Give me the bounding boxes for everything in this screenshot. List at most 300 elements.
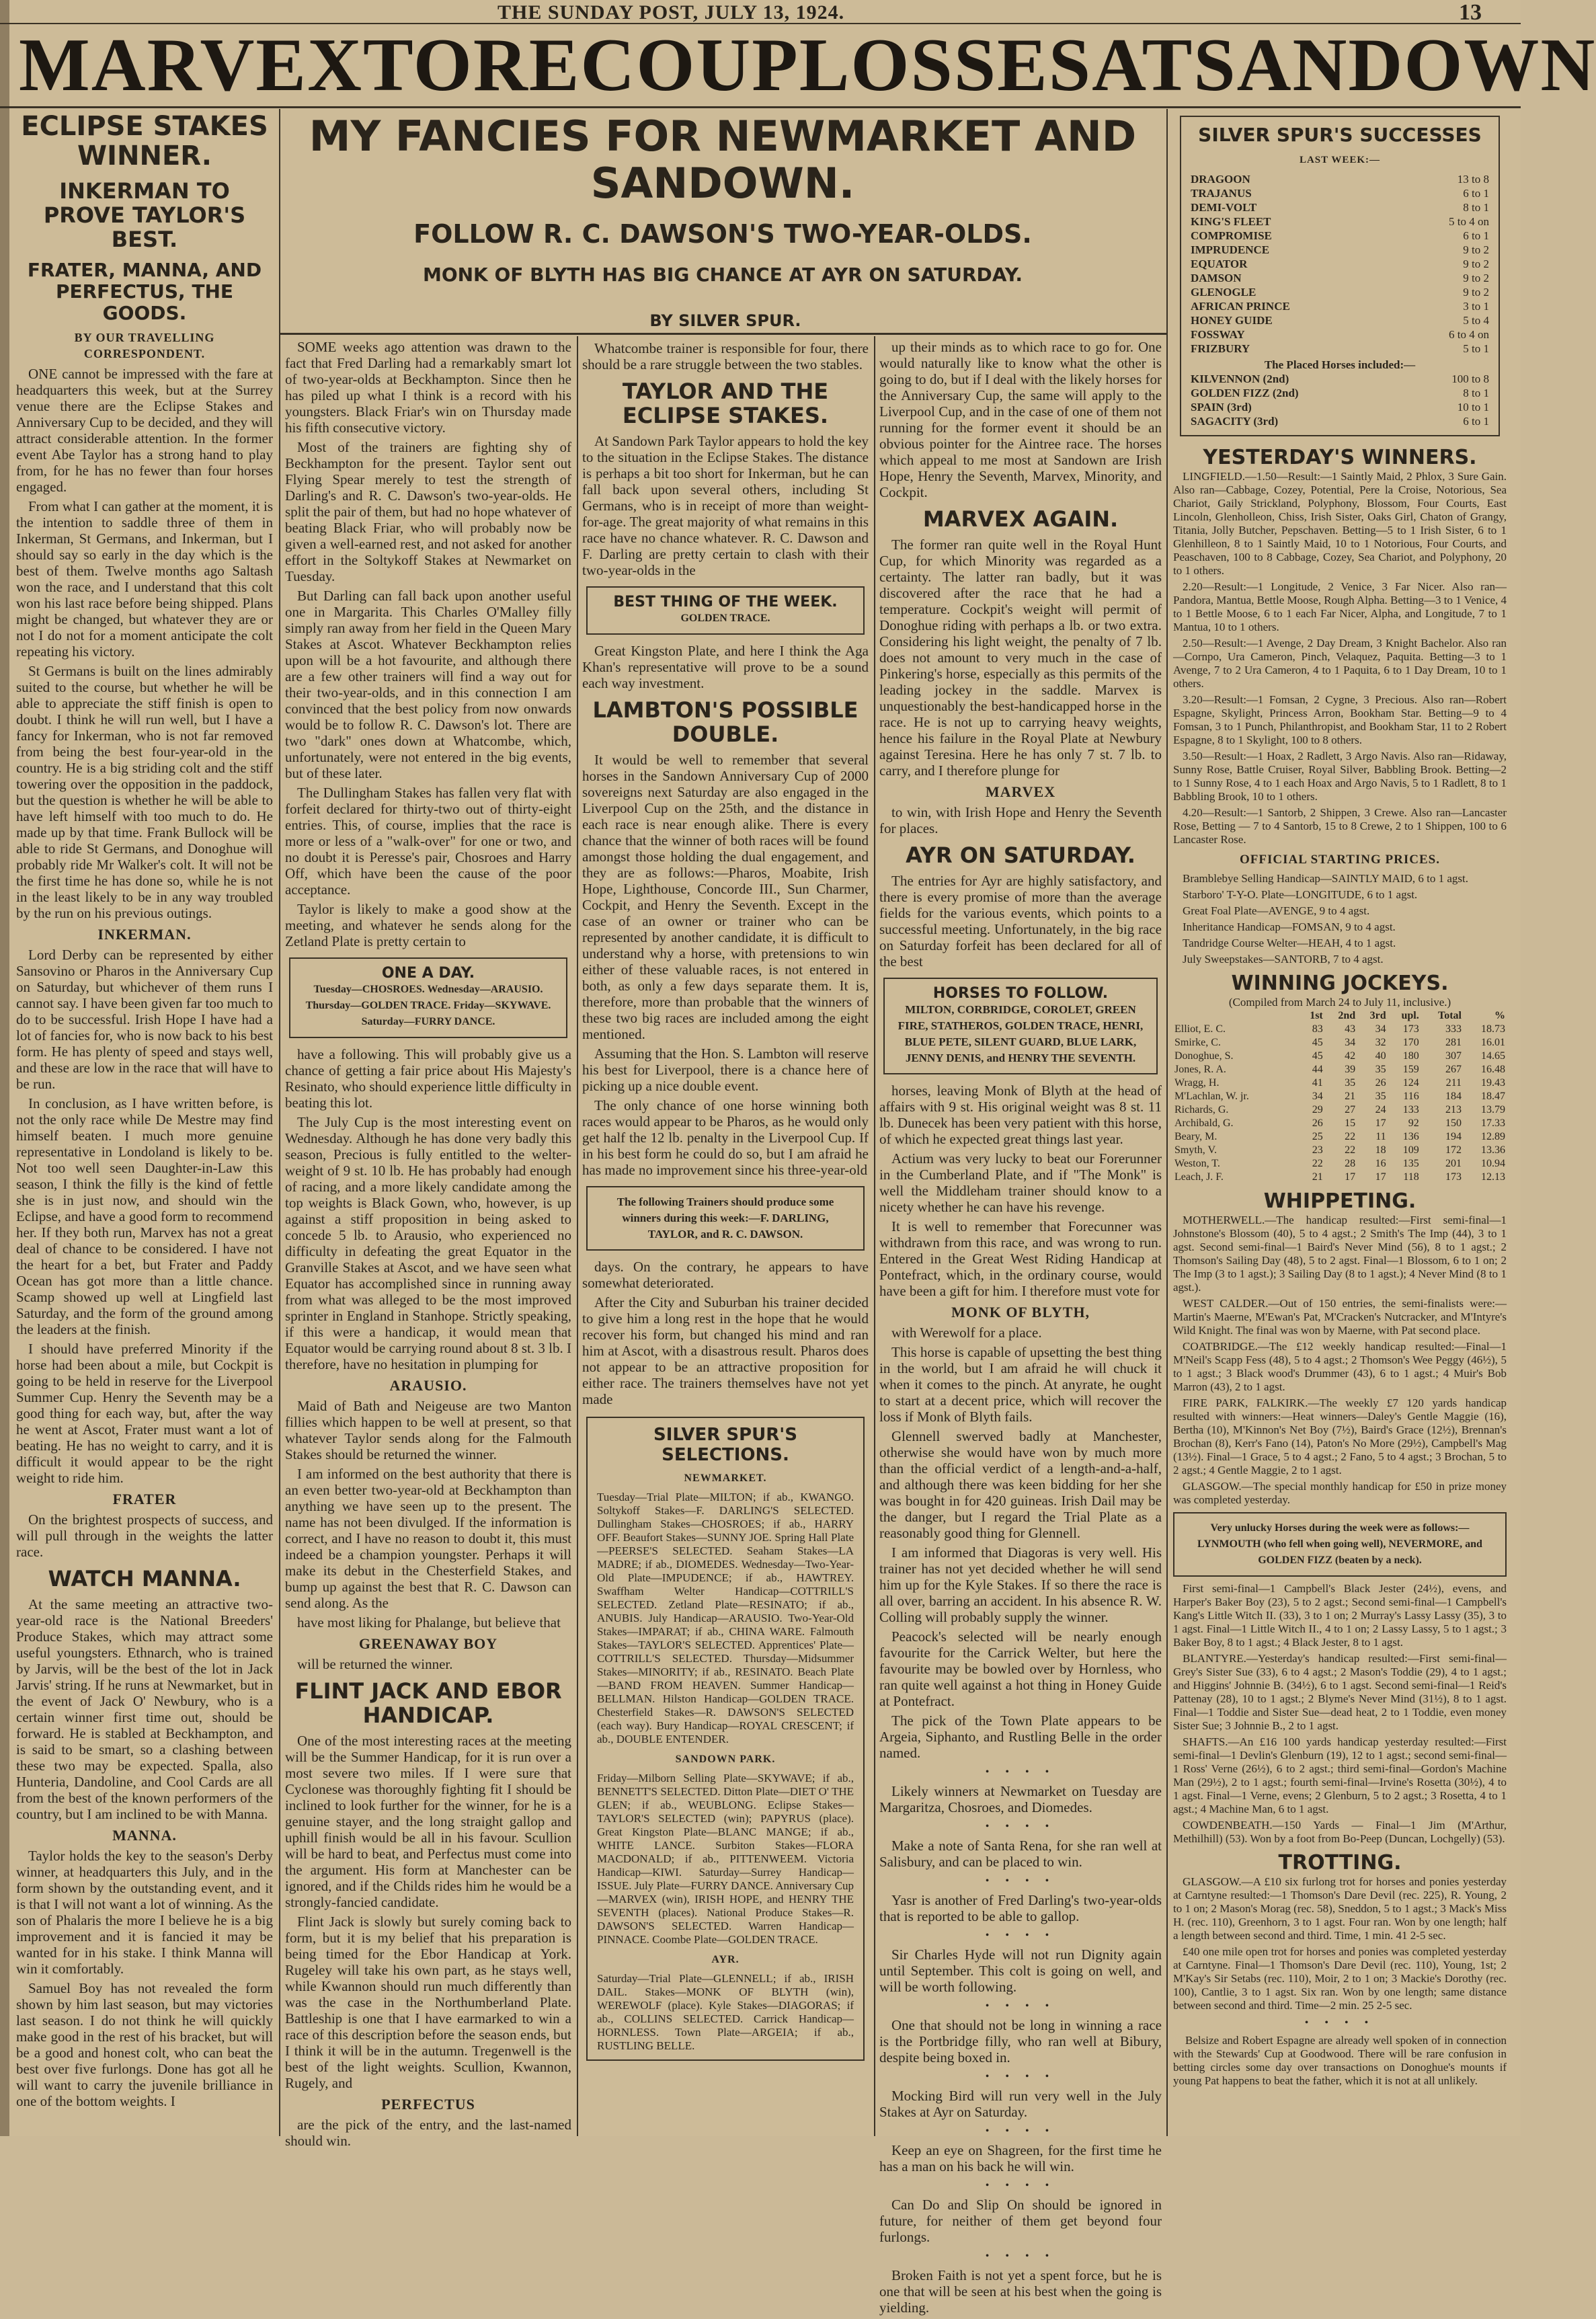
paragraph: Make a note of Santa Rena, for she ran well at Salisbury, and can be placed to win. — [879, 1838, 1162, 1870]
table-cell: 18.73 — [1481, 1023, 1505, 1035]
table-cell: 281 — [1445, 1037, 1462, 1048]
table-cell: 25 — [1312, 1131, 1323, 1142]
official-prices-title: OFFICIAL STARTING PRICES. — [1240, 853, 1440, 867]
horse-name: HONEY GUIDE — [1191, 314, 1273, 327]
paragraph: It would be well to remember that several horses in the Sandown Anniversary Cup of 2000 sovereigns next Saturday are also engaged in the Liverpool Cup on the 25th, and the distance in each race is near enough alike. There is every chance that the winner of both races will be found amongst those holding the dual engagement, and they are as follows:—Pharos, Moabite, Irish Hope, Lighthouse, Concorde III., Sun Charmer, Cockpit, and Henry the Seventh. Except in the case of an owner or trainer who can be represented by another candidate, it is difficult to understand why a horse, with pretensions to win either of these valuable races, is not entered in both, as only a few days separate them. It is, therefore, more than probable that the winners of these two big races are included among the eight mentioned. — [582, 752, 869, 1042]
table-cell: 150 — [1445, 1117, 1462, 1129]
column-header — [1173, 1009, 1299, 1023]
subheading: MANNA. — [112, 1827, 177, 1844]
page-number: 13 — [1459, 0, 1482, 25]
separator: • • • • — [985, 1930, 1056, 1941]
main-column-3 — [879, 339, 1162, 2319]
odds: 9 to 2 — [1463, 272, 1489, 284]
column-rule — [874, 336, 875, 2136]
paragraph: One that should not be long in winning a race is the Portbridge filly, who ran well at Bibury, despite being boxed in. — [879, 2017, 1162, 2066]
paragraph: At Sandown Park Taylor appears to hold the key to the situation in the Eclipse Stakes. The distance is perhaps a bit too short for Inkerman, but he can fall back upon several others, including St Germans, who is in receipt of more than weight-for-age. The great majority of what remains in this race have no chance whatever. R. C. Dawson and F. Darling are pretty certain to clash with their two-year-olds in the — [582, 433, 869, 578]
deck-headline: FOLLOW R. C. DAWSON'S TWO-YEAR-OLDS. — [413, 219, 1032, 249]
table-cell: 18.47 — [1481, 1091, 1505, 1102]
subheading: INKERMAN. — [97, 926, 192, 943]
table-cell: 17 — [1345, 1171, 1356, 1183]
column-rule — [1166, 109, 1168, 2136]
successes-box — [1180, 116, 1500, 436]
result-paragraph: 2.20—Result:—1 Longitude, 2 Venice, 3 Far Nicer. Also ran—Pandora, Mantua, Bettle Moose, Rough Alpha. Betting—3 to 1 Venice, 4 to 1 Bettle Moose, 6 to 1 each Far Nicer, Alpha, and Longitude, 7 to 1 Mantua, 10 to 1 others. — [1173, 580, 1507, 633]
table-cell: 18 — [1375, 1144, 1386, 1156]
banner-word: MARVEX — [19, 23, 364, 107]
trainers-box — [586, 1186, 865, 1251]
whippeting-results-2 — [1173, 1582, 1507, 1846]
placed-row — [1191, 414, 1489, 428]
jockeys-note: (Compiled from March 24 to July 11, inclusive.) — [1228, 996, 1451, 1009]
subheading: LAMBTON'S POSSIBLE DOUBLE. — [592, 697, 859, 747]
table-row — [1173, 1144, 1507, 1157]
paragraph: Mocking Bird will run very well in the July Stakes at Ayr on Saturday. — [879, 2088, 1162, 2120]
paragraph: St Germans is built on the lines admirably suited to the course, but whether he will be able to appreciate the stiff finish is open to doubt. I think he will run well, but I have a fancy for Inkerman, who is not far removed from being the best four-year-old in the country. He is a big striding colt and the stiff towering over the opposition in the paddock, but the question is whether he will be able to have left himself with too much to do. He made up by that time. Frank Bullock will be able to ride St Germans, and Donoghue will probably ride Mr Walker's colt. It will not be the first time he has done so, while he is not in the least likely to be in any way troubled by the run on his previous outings. — [16, 663, 273, 921]
banner-word: SANDOWN — [1193, 23, 1596, 107]
odds: 5 to 4 on — [1449, 215, 1489, 228]
official-prices-list — [1173, 872, 1507, 966]
selections-box — [586, 1417, 865, 2061]
table-cell: 92 — [1408, 1117, 1419, 1129]
paragraph: with Werewolf for a place. — [891, 1325, 1042, 1341]
selections-text: Friday—Milborn Selling Plate—SKYWAVE; if ab., BENNETT'S SELECTED. Ditton Plate—DIET O' THE GLEN; if ab., WEUBLONG. Eclipse Stakes—TAYLOR'S SELECTED (win); PAPYRUS (place). Great Kingston Plate—BLANC MANGE; if ab., WHITE LANCE. Surbiton Stakes—FLORA MACDONALD; if ab., PITTENWEEM. Victoria Handicap—KIWI. Saturday—Surrey Handicap—ISSUE. July Plate—FURRY DANCE. Anniversary Cup—MARVEX (win), IRISH HOPE, and HENRY THE SEVENTH (places). National Produce Stakes—R. DAWSON'S SELECTED. Warren Handicap—PINNACE. Coombe Plate—GOLDEN TRACE. — [597, 1772, 854, 1946]
yesterday-title: YESTERDAY'S WINNERS. — [1203, 446, 1477, 469]
paragraph: days. On the contrary, he appears to have somewhat deteriorated. — [582, 1259, 869, 1291]
selections-text: Tuesday—Trial Plate—MILTON; if ab., KWANGO. Soltykoff Stakes—F. DARLING'S SELECTED. Dullingham Stakes—CHOSROES; if ab., HARRY OFF. Beaufort Stakes—SUNNY JOE. Spring Hall Plate—PEERSE'S SELECTED. Seaham Stakes—LA MADRE; if ab., DIOMEDES. Wednesday—Two-Year-Old Plate—IMPUDENCE; if ab., HAWTREY. Swaffham Welter Handicap—COTTRILL'S SELECTED. Zetland Plate—RESINATO; if ab., ANUBIS. July Handicap—ARAUSIO. Two-Year-Old Stakes—IMPARAT; if ab., CHINA WARE. Falmouth Stakes—TAYLOR'S SELECTED. Apprentices' Plate—COTTRILL'S SELECTED. Thursday—Midsummer Stakes—MINORITY; if ab., RESINATO. Beach Plate—BAND FROM HEAVEN. Summer Handicap—BELLMAN. Hilston Handicap—GOLDEN TRACE. Chesterfield Stakes—R. DAWSON'S SELECTED (each way). Bury Handicap—ROYAL CRESCENT; if ab., DOUBLE ENTENDER. — [597, 1491, 854, 1745]
main-headline-block — [286, 113, 1160, 286]
table-cell: 307 — [1445, 1050, 1462, 1062]
table-cell: 22 — [1345, 1144, 1356, 1156]
success-row — [1191, 271, 1489, 285]
box-title: ONE A DAY. — [381, 965, 475, 982]
success-row — [1191, 172, 1489, 186]
result-paragraph: COWDENBEATH.—150 Yards — Final—1 Jim (M'Arthur, Methilhill) (53). Won by a foot from Bo-Peep (Duncan, Lochgelly) (53). — [1173, 1819, 1507, 1845]
table-cell: Leach, J. F. — [1174, 1171, 1224, 1183]
subheading: FRATER — [112, 1491, 177, 1507]
deck-rule — [280, 333, 1166, 335]
paragraph: On the brightest prospects of success, and will pull through in the weights the latter race. — [16, 1511, 273, 1560]
table-cell: 34 — [1312, 1091, 1323, 1102]
banner-word: RECOUP — [473, 23, 799, 107]
paragraph: Likely winners at Newmarket on Tuesday are Margaritza, Chosroes, and Diomedes. — [879, 1783, 1162, 1815]
horse-name: COMPROMISE — [1191, 229, 1272, 242]
right-column — [1173, 112, 1507, 2091]
table-cell: 21 — [1312, 1171, 1323, 1183]
table-cell: 40 — [1375, 1050, 1386, 1062]
subheading: MARVEX — [985, 783, 1056, 800]
paragraph: This horse is capable of upsetting the best thing in the world, but I am afraid he will chuck it when it comes to the pinch. At anyrate, he ought to start at a decent price, which will recover the loss if Monk of Blyth fails. — [879, 1344, 1162, 1425]
success-row — [1191, 257, 1489, 271]
successes-list — [1191, 172, 1489, 356]
odds: 6 to 1 — [1463, 229, 1489, 242]
main-column-1 — [285, 339, 571, 2152]
result-paragraph: First semi-final—1 Campbell's Black Jester (24½), evens, and Harper's Baker Boy (23), 5 to 2 agst.; Second semi-final—1 Campbell's Kang's Little Witch II. (33), 3 to 1 on; 2 Murray's Lassy Lassy (35), 3 to 1 agst. Final—1 Little Witch II., 4 to 1 on; 2 Lassy Lassy, 5 to 1 agst.; 3 Baker Boy, 8 to 1 agst.; 4 Black Jester, 8 to 1 agst. — [1173, 1582, 1507, 1649]
jockeys-table — [1173, 1009, 1507, 1184]
table-cell: 39 — [1345, 1064, 1356, 1075]
table-cell: 133 — [1402, 1104, 1419, 1115]
success-row — [1191, 186, 1489, 200]
separator: • • • • — [985, 2000, 1056, 2012]
banner-word: LOSSES — [799, 23, 1092, 107]
paragraph: The pick of the Town Plate appears to be Argeia, Siphanto, and Rustling Belle in the order named. — [879, 1713, 1162, 1761]
subheading: GREENAWAY BOY — [358, 1635, 498, 1652]
horse-name: DEMI-VOLT — [1191, 201, 1257, 214]
box-text: The following Trainers should produce some winners during this week:—F. DARLING, TAYLOR, and R. C. DAWSON. — [616, 1195, 834, 1241]
unlucky-box — [1173, 1512, 1507, 1577]
paragraph: Taylor is likely to make a good show at the meeting, and whatever he sends along for the Zetland Plate is pretty certain to — [285, 901, 571, 949]
result-paragraph: Great Foal Plate—AVENGE, 9 to 4 agst. — [1183, 904, 1370, 917]
table-cell: 35 — [1345, 1077, 1356, 1089]
table-cell: 201 — [1445, 1158, 1462, 1169]
horse-name: IMPRUDENCE — [1191, 243, 1270, 256]
table-cell: Richards, G. — [1174, 1104, 1229, 1115]
placed-row — [1191, 372, 1489, 386]
paragraph: Flint Jack is slowly but surely coming back to form, but it is my belief that his preparation is being timed for the Ebor Handicap at York. Rugeley will take his own part, as he stays well, while Kwannon should run much differently than was the case in the Northumberland Plate. Battleship is one that I have earmarked to win a race of this description before the season ends, but I think it will be in the autumn. Tregenwell is the best of the light weights. Scullion, Kwannon, Rugely, and — [285, 1914, 571, 2091]
placed-list — [1191, 372, 1489, 428]
result-paragraph: COATBRIDGE.—The £12 weekly handicap resulted:—Final—1 M'Neil's Scapp Fess (48), 5 to 4 agst.; 2 Thomson's Wee Peggy (46½), 5 to 1 agst.; 3 Black wood's Drummer (43), 6 to 1 agst.; 4 Muir's Bob Marron (43), 2 to 1 agst. — [1173, 1340, 1507, 1393]
table-cell: Wragg, H. — [1174, 1077, 1220, 1089]
horses-to-follow-box — [883, 978, 1158, 1074]
table-cell: Elliot, E. C. — [1174, 1023, 1226, 1035]
odds: 6 to 1 — [1463, 415, 1489, 428]
success-row — [1191, 200, 1489, 214]
table-cell: 194 — [1445, 1131, 1462, 1142]
table-cell: Weston, T. — [1174, 1158, 1220, 1169]
table-cell: Jones, R. A. — [1174, 1064, 1226, 1075]
paper-dateline: THE SUNDAY POST, JULY 13, 1924. — [497, 1, 845, 24]
left-headline: ECLIPSE STAKES WINNER. — [21, 111, 268, 171]
paragraph: In conclusion, as I have written before, is not the only race while De Mestre may find himself beaten. I much more genuine representative in Londoland is likely to be. Not too well seen Daughter-in-Law this season, I think the filly is the kind of fettle she is in just now, and should win the Eclipse, and have a good form to recommend her. If they both run, Marvex has not a great deal of chance to be considered. I have not the heart for a bet, but Frater and Paddy Ocean has got more than a little chance. Scamp showed up well at Lingfield last Saturday, and the form of the ground among the leaders at the finish. — [16, 1095, 273, 1337]
odds: 6 to 4 on — [1449, 328, 1489, 341]
table-header — [1173, 1009, 1507, 1023]
odds: 6 to 1 — [1463, 187, 1489, 200]
paragraph: The former ran quite well in the Royal Hunt Cup, for which Minority was regarded as a certainty. The latter ran badly, but it was discovered after the race that he had a temperature. Cockpit's weight will permit of Donoghue riding with perhaps a lb. or two extra. Considering his light weight, the penalty of 7 lb. does not amount to very much in the case of Pinkering's horse, especially as this permits of the leading jockey in the saddle. Marvex is unquestionably the best-handicapped horse in the race. He is not up to carrying heavy weights, hence his failure in the Royal Plate at Newbury against Teresina. Here he has only 7 st. 7 lb. to carry, and I therefore plunge for — [879, 537, 1162, 779]
paragraph: I am informed that Diagoras is very well. His trainer has not yet decided whether he will send him up for the Kyle Stakes. If so there the race is all over, barring an accident. In his absence R. W. Colling will probably supply the winner. — [879, 1544, 1162, 1625]
box-text: Tuesday—CHOSROES. Wednesday—ARAUSIO. Thursday—GOLDEN TRACE. Friday—SKYWAVE. Saturday—FURRY DANCE. — [305, 984, 551, 1027]
odds: 9 to 2 — [1463, 258, 1489, 270]
left-subhead: FRATER, MANNA, AND PERFECTUS, THE GOODS. — [27, 259, 262, 324]
subheading: AYR ON SATURDAY. — [906, 842, 1135, 868]
subheading: PERFECTUS — [381, 2096, 475, 2113]
table-cell: 173 — [1445, 1171, 1462, 1183]
one-a-day-box — [289, 957, 567, 1038]
table-cell: 213 — [1445, 1104, 1462, 1115]
table-cell: 42 — [1345, 1050, 1356, 1062]
paragraph: Peacock's selected will be nearly enough favourite for the Carrick Welter, but here the favourite may be bowled over by Hornless, who ran quite well against a hot thing in Honey Guide at Pontefract. — [879, 1628, 1162, 1709]
table-cell: 116 — [1403, 1091, 1419, 1102]
selections-title: SILVER SPUR'S SELECTIONS. — [653, 1425, 797, 1465]
result-paragraph: MOTHERWELL.—The handicap resulted:—First semi-final—1 Johnstone's Blossom (40), 5 to 4 agst.; 2 Smith's The Imp (44), 3 to 1 agst. Second semi-final—1 Baird's Never Mind (56), 8 to 1 agst.; 2 Thomson's Sailing Day (48), 5 to 2 agst. Final—1 Blossom, 6 to 1 on; 2 The Imp (3 to 1 agst.); 3 Sailing Day (8 to 1 agst.); 4 Never Mind (8 to 1 agst.). — [1173, 1214, 1507, 1294]
table-row — [1173, 1023, 1507, 1036]
result-paragraph: Inheritance Handicap—FOMSAN, 9 to 4 agst. — [1183, 920, 1396, 933]
subheading: WATCH MANNA. — [48, 1566, 241, 1591]
table-row — [1173, 1036, 1507, 1050]
table-cell: 19.43 — [1481, 1077, 1505, 1089]
table-cell: 135 — [1402, 1158, 1419, 1169]
horse-name: FOSSWAY — [1191, 328, 1245, 341]
odds: 9 to 2 — [1463, 243, 1489, 256]
table-cell: Smirke, C. — [1174, 1037, 1221, 1048]
separator: • • • • — [985, 2125, 1056, 2137]
paragraph: From what I can gather at the moment, it is the intention to saddle three of them in Inkerman, St Germans, and Inkerman, but I should say so early in the day which is the best of them. Twelve months ago Saltash won the race, and I understand that this colt won his last race before being shipped. Plans might be changed, but whatever they are or not I do not for a moment anticipate the colt repeating his victory. — [16, 498, 273, 660]
subheading: FLINT JACK AND EBOR HANDICAP. — [294, 1678, 562, 1728]
success-row — [1191, 243, 1489, 257]
paragraph: Lord Derby can be represented by either Sansovino or Pharos in the Anniversary Cup on Saturday, but whichever of them runs I cannot say. I have been given far too much to do to be successful. Irish Hope I have had a lot of fancies for, who is now back to his best form. He has plenty of speed and stays well, and these are low in the race that will have to be run. — [16, 947, 273, 1092]
table-cell: Archibald, G. — [1174, 1117, 1234, 1129]
selections-text: Saturday—Trial Plate—GLENNELL; if ab., IRISH DAIL. Stakes—MONK OF BLYTH (win), WEREWOLF (place). Kyle Stakes—DIAGORAS; if ab., COLLINS SELECTED. Carrick Handicap—HORNLESS. Town Plate—ARGEIA; if ab., RUSTLING BELLE. — [597, 1972, 854, 2052]
selections-subhead: AYR. — [711, 1954, 740, 1965]
table-cell: 11 — [1375, 1131, 1386, 1142]
successes-subtitle: LAST WEEK:— — [1299, 155, 1381, 165]
result-paragraph: 4.20—Result:—1 Santorb, 2 Shippen, 3 Crewe. Also ran—Lancaster Rose, Betting — 7 to 4 Santorb, 15 to 8 Crewe, 2 to 1 Shippen, 100 to 6 Lancaster Rose. — [1173, 806, 1507, 846]
table-cell: 13.36 — [1481, 1144, 1505, 1156]
column-header: 3rd — [1369, 1010, 1386, 1021]
column-header: 2nd — [1338, 1010, 1356, 1021]
horse-name: FRIZBURY — [1191, 342, 1250, 355]
table-cell: 180 — [1402, 1050, 1419, 1062]
table-row — [1173, 1103, 1507, 1117]
table-cell: 118 — [1403, 1171, 1419, 1183]
whippeting-results — [1173, 1214, 1507, 1507]
odds: 5 to 4 — [1463, 314, 1489, 327]
result-paragraph: 3.50—Result:—1 Hoax, 2 Radlett, 3 Argo Navis. Also ran—Ridaway, Sunny Rose, Battle Cruiser, Royal Silver, Babbling Brook. Betting—2 to 1 Sunny Rose, 4 to 1 each Hoax and Argo Navis, 5 to 1 Radlett, 8 to 1 Babbling Brook, 10 to 1 others. — [1173, 750, 1507, 803]
success-row — [1191, 299, 1489, 313]
table-cell: 17 — [1375, 1171, 1386, 1183]
result-paragraph: GLASGOW.—The special monthly handicap for £50 in prize money was completed yesterday. — [1173, 1480, 1507, 1506]
banner-word: TO — [363, 23, 473, 107]
best-thing-box — [586, 586, 865, 635]
table-cell: 136 — [1402, 1131, 1419, 1142]
table-cell: 27 — [1345, 1104, 1356, 1115]
paragraph: One of the most interesting races at the meeting will be the Summer Handicap, for it is run over a most severe two miles. If I were sure that Cyclonese was thoroughly fighting fit I should be inclined to look further for the winner, for he is a genuine stayer, and the long straight gallop and uphill finish would be all in his favour. Scullion will be hard to beat, and Perfectus must come into the argument. His form at Manchester can be ignored, and if the Childs rides him he would be a strongly-fancied candidate. — [285, 1733, 571, 1910]
table-cell: 83 — [1312, 1023, 1323, 1035]
horse-name: TRAJANUS — [1191, 187, 1252, 200]
table-cell: 109 — [1402, 1144, 1419, 1156]
table-cell: 28 — [1345, 1158, 1356, 1169]
table-cell: 22 — [1312, 1158, 1323, 1169]
table-cell: 173 — [1402, 1023, 1419, 1035]
table-cell: 45 — [1312, 1050, 1323, 1062]
horse-name: GLENOGLE — [1191, 286, 1256, 299]
table-cell: 17 — [1375, 1117, 1386, 1129]
odds: 10 to 1 — [1457, 401, 1489, 414]
horse-name: EQUATOR — [1191, 258, 1248, 270]
paragraph: to win, with Irish Hope and Henry the Seventh for places. — [879, 804, 1162, 836]
odds: 9 to 2 — [1463, 286, 1489, 299]
left-subhead: INKERMAN TO PROVE TAYLOR'S BEST. — [43, 178, 246, 252]
box-title: BEST THING OF THE WEEK. — [613, 594, 838, 611]
byline: BY OUR TRAVELLING CORRESPONDENT. — [74, 331, 215, 360]
result-paragraph: Starboro' T-Y-O. Plate—LONGITUDE, 6 to 1 agst. — [1183, 888, 1418, 901]
horse-name: DAMSON — [1191, 272, 1242, 284]
result-paragraph: SHAFTS.—An £16 100 yards handicap yesterday resulted:—First semi-final—1 Devlin's Glenburn (19), 12 to 1 agst.; second semi-final—1 Ross' Verne (26½), 6 to 2 agst.; third semi-final—Gordon's Machine Man (29½), 2 to 1 agst.; fourth semi-final—Irvine's Rosetta (30½), 4 to 1 agst. Final—1 Verne, evens; 2 Glenburn, 5 to 2 agst.; 3 Rosetta, 4 to 1 agst.; 4 Machine Man, 6 to 1 agst. — [1173, 1735, 1507, 1815]
result-paragraph: July Sweepstakes—SANTORB, 7 to 4 agst. — [1183, 953, 1384, 966]
horse-name: AFRICAN PRINCE — [1191, 300, 1290, 313]
odds: 3 to 1 — [1463, 300, 1489, 313]
success-row — [1191, 214, 1489, 229]
table-row — [1173, 1130, 1507, 1144]
selections-subhead: SANDOWN PARK. — [675, 1754, 776, 1765]
result-paragraph: £40 one mile open trot for horses and ponies was completed yesterday at Carntyne. Final—1 Thomson's Dare Devil (rec. 110), Young, 1st; 2 M'Kay's Sir Setabs (rec. 110), Moir, 2 to 1 on; 3 Mackie's Dorothy (rec. 100), Cantlie, 3 to 1 agst. Six ran. Won by one length; same distance between second and third. Time—2 min. 25 2-5 sec. — [1173, 1945, 1507, 2012]
odds: 8 to 1 — [1463, 387, 1489, 399]
result-paragraph: BLANTYRE.—Yesterday's handicap resulted:—First semi-final—Grey's Sister Sue (33), 6 to 4 agst.; 2 Mason's Toddie (29), 4 to 1 agst.; and Higgins' Johnnie B. (34½), 6 to 1 agst. Second semi-final—1 Reid's Pattenay (28), 10 to 1 agst.; 2 Blyme's Never Mind (31½), 8 to 1 agst. Final—1 Toddie and Sister Sue—dead heat, 2 to 1 Toddie, even money Sister Sue; 3 Johnnie B., 2 to 1 agst. — [1173, 1652, 1507, 1732]
paragraph: At the same meeting an attractive two-year-old race is the National Breeders' Produce Stakes, which may attract some useful youngsters. Ethnarch, who is trained by Jarvis, will be the best of the lot in Jack Jarvis' string. If he runs at Newmarket, but in the event of Jack O' Newbury, who is a certain winner first time out, should be forward. He is stabled at Beckhampton, and is said to be smart, so a clashing between these two may be expected. Spalla, also Hunteria, Dandoline, and Cool Cards are all from the best of the known performers of the country, but I am inclined to be with Manna. — [16, 1596, 273, 1822]
paragraph: It is well to remember that Forecunner was withdrawn from this race, and was wrong to run. Entered in the Great West Riding Handicap at Pontefract, which, in the ordinary course, would have been a gift for him. I therefore must vote for — [879, 1218, 1162, 1299]
paragraph: Whatcombe trainer is responsible for four, there should be a rare struggle between the two stables. — [582, 340, 869, 372]
result-paragraph: LINGFIELD.—1.50—Result:—1 Saintly Maid, 2 Phlox, 3 Sure Gain. Also ran—Cabbage, Cozey, Potential, Pere la Croise, Notorious, Sea Chariot, Gaily Strickland, Polyphony, Blossom, Four Courts, East Lincoln, Glenholleon, Chiss, Irish Sister, Oaks Girl, Chaton of Grangy, Titania, Jolly Butcher, Pepschaven. Betting—5 to 1 Irish Sister, 6 to 1 Glenhilleon, 8 to 1 Saintly Maid, 10 to 1 Notorious, Four Courts, and Peaschaven, 100 to 8 Cabbage, Cozey, Sea Chariot, and Polyphony, 20 to 1 others. — [1173, 470, 1507, 577]
column-header: upl. — [1401, 1010, 1419, 1021]
result-paragraph: Bramblebye Selling Handicap—SAINTLY MAID, 6 to 1 agst. — [1183, 872, 1468, 885]
banner-word: AT — [1092, 23, 1194, 107]
table-cell: 22 — [1345, 1131, 1356, 1142]
success-row — [1191, 285, 1489, 299]
paragraph: Can Do and Slip On should be ignored in future, for neither of them get beyond four furlongs. — [879, 2197, 1162, 2245]
table-cell: M'Lachlan, W. jr. — [1174, 1091, 1249, 1102]
paragraph: SOME weeks ago attention was drawn to the fact that Fred Darling had a remarkably smart lot of two-year-olds at Beckhampton. Since then he has piled up what I think is a record with his youngsters. Black Friar's win on Thursday made his fifth consecutive victory. — [285, 339, 571, 436]
paragraph: Yasr is another of Fred Darling's two-year-olds that is reported to be able to gallop. — [879, 1892, 1162, 1924]
main-headline: MY FANCIES FOR NEWMARKET AND SANDOWN. — [309, 112, 1137, 208]
paragraph: The July Cup is the most interesting event on Wednesday. Although he has done very badly this season, Precious is fully entitled to the welter-weight of 9 st. 10 lb. He has probably had enough of racing, and a more likely candidate among the top weights is Black Gown, who, however, is up against a stiff proposition in being asked to concede 5 lb. to Arausio, who experienced no difficulty in defeating the great Equator in the Granville Stakes at Ascot, and we have seen what Equator has accomplished since in running away from what was alleged to be the most improved sprinter in England in Stanhope. Strictly speaking, if this were a handicap, it would mean that Equator would be carrying round about 8 st. 3 lb. I therefore, have no hesitation in plumping for — [285, 1114, 571, 1372]
result-paragraph: FIRE PARK, FALKIRK.—The weekly £7 120 yards handicap resulted with winners:—Heat winners—Daley's Gentle Maggie (16), Bertha (10), M'Kinnon's Net Boy (7½), Baird's Grace (12½), Brennan's Brochan (8), Kerr's Fano (14), Paton's No More (29½), Campbell's Mag (13½). Final—1 Grace, 5 to 4 agst.; 2 Fano, 5 to 4 agst.; 3 Brochan, 5 to 2 agst.; 4 Gentle Maggie, 2 to 1 agst. — [1173, 1397, 1507, 1477]
paragraph: are the pick of the entry, and the last-named should win. — [285, 2117, 571, 2149]
column-header: % — [1494, 1010, 1505, 1021]
table-cell: Donoghue, S. — [1174, 1050, 1234, 1062]
paragraph: The entries for Ayr are highly satisfactory, and there is every promise of more than the average fields for the various events, which points to a successful meeting. Unfortunately, in the big race on Saturday forfeit has been declared for all of the best — [879, 873, 1162, 970]
table-cell: 41 — [1312, 1077, 1323, 1089]
table-cell: 34 — [1375, 1023, 1386, 1035]
table-cell: 184 — [1445, 1091, 1462, 1102]
yesterday-results — [1173, 470, 1507, 847]
table-cell: 16.48 — [1481, 1064, 1505, 1075]
separator: • • • • — [985, 2180, 1056, 2191]
success-row — [1191, 327, 1489, 342]
paragraph: Samuel Boy has not revealed the form shown by him last season, but may victories last season. I do not think he will quickly make good in the rest of his bracket, but will be a good and honest colt, who can beat the best over five furlongs. Done has got all he will want to carry the juvenile brilliance in one of the bottom weights. I — [16, 1980, 273, 2109]
paragraph: horses, leaving Monk of Blyth at the head of affairs with 9 st. His original weight was 8 st. 11 lb. Dunecek has been very patient with this horse, of which he expected great things last year. — [879, 1083, 1162, 1147]
selections-subhead: NEWMARKET. — [684, 1472, 767, 1484]
result-paragraph: 2.50—Result:—1 Avenge, 2 Day Dream, 3 Knight Bachelor. Also ran—Cornpo, Ura Cameron, Pinch, Velaquez, Paquita. Betting—3 to 1 Avenge, 7 to 2 Ura Cameron, 4 to 1 Paquita, 6 to 1 Day Dream, 10 to 1 others. — [1173, 637, 1507, 690]
table-row — [1173, 1076, 1507, 1090]
paragraph: Keep an eye on Shagreen, for the first time he has a man on his back he will win. — [879, 2142, 1162, 2174]
table-cell: Smyth, V. — [1174, 1144, 1217, 1156]
horse-name: GOLDEN FIZZ (2nd) — [1191, 387, 1299, 399]
separator: • • • • — [1304, 2017, 1375, 2029]
table-cell: 26 — [1312, 1117, 1323, 1129]
deck-headline: MONK OF BLYTH HAS BIG CHANCE AT AYR ON SATURDAY. — [422, 264, 1023, 286]
separator: • • • • — [985, 1875, 1056, 1887]
paragraph: Sir Charles Hyde will not run Dignity again until September. This colt is going on well, and will be worth following. — [879, 1947, 1162, 1995]
horse-name: SPAIN (3rd) — [1191, 401, 1252, 414]
unlucky-text: Very unlucky Horses during the week were as follows:—LYNMOUTH (who fell when going well), NEVERMORE, and GOLDEN FIZZ (beaten by a neck). — [1197, 1522, 1482, 1566]
result-paragraph: 3.20—Result:—1 Fomsan, 2 Cygne, 3 Precious. Also ran—Robert Espagne, Skylight, Princess Arron, Bookham Star. Betting—9 to 4 Fomsan, 3 to 1 Punch, Philanthropist, and Bookham Star, 11 to 2 Robert Espagne, 8 to 1 Skylight, 100 to 8 others. — [1173, 693, 1507, 746]
separator: • • • • — [985, 2250, 1056, 2262]
table-cell: 35 — [1375, 1064, 1386, 1075]
subheading: ARAUSIO. — [389, 1377, 467, 1394]
box-text: MILTON, CORBRIDGE, COROLET, GREEN FIRE, STATHEROS, GOLDEN TRACE, HENRI, BLUE PETE, SILENT GUARD, BLUE LARK, JENNY DENIS, and HENRY THE SEVENTH. — [897, 1003, 1144, 1064]
table-row — [1173, 1117, 1507, 1130]
horse-name: KILVENNON (2nd) — [1191, 372, 1289, 385]
table-cell: 16.01 — [1481, 1037, 1505, 1048]
table-cell: 172 — [1445, 1144, 1462, 1156]
box-text: GOLDEN TRACE. — [680, 613, 770, 624]
separator: • • • • — [985, 2071, 1056, 2082]
folio-line — [0, 0, 1521, 24]
column-rule — [279, 109, 280, 2136]
paragraph: up their minds as to which race to go for. One would naturally like to know what the other is going to do, but if I deal with the likely horses for the Anniversary Cup, the same will apply to the Liverpool Cup, and in the case of one of them not running for the former event it should be an obvious pointer for the Aintree race. The horses which appeal to me most at Sandown are Irish Hope, Henry the Seventh, Marvex, Minority, and Cockpit. — [879, 339, 1162, 500]
odds: 100 to 8 — [1451, 372, 1489, 385]
horse-name: DRAGOON — [1191, 173, 1250, 186]
left-column — [16, 112, 273, 2113]
result-paragraph: GLASGOW.—A £10 six furlong trot for horses and ponies yesterday at Carntyne resulted:—1 Thomson's Dare Devil (rec. 225), R. Young, 2 to 1 on; 2 Mason's Morag (rec. 58), Sneddon, 5 to 1 agst.; 3 Mack's Miss H. (rec. 110), Greenhorn, 3 to 1 agst. Four ran. Won by one length; half a length between second and third. Time, 1 min. 41 2-5 sec. — [1173, 1875, 1507, 1942]
table-row — [1173, 1157, 1507, 1171]
separator: • • • • — [985, 1766, 1056, 1778]
successes-title: SILVER SPUR'S SUCCESSES — [1198, 124, 1482, 146]
horse-name: KING'S FLEET — [1191, 215, 1271, 228]
paragraph: The only chance of one horse winning both races would appear to be Pharos, as he would only get half the 12 lb. penalty in the Liverpool Cup. If in his best form he could do so, but I am afraid he has made no improvement since his three-year-old — [582, 1097, 869, 1178]
subheading: MONK OF BLYTH, — [951, 1304, 1090, 1321]
trotting-title: TROTTING. — [1278, 1851, 1402, 1875]
table-row — [1173, 1171, 1507, 1184]
column-header: Total — [1438, 1010, 1462, 1021]
table-cell: 12.89 — [1481, 1131, 1505, 1142]
trotting-results — [1173, 1875, 1507, 2012]
paragraph: Great Kingston Plate, and here I think the Aga Khan's representative will prove to be a sound each way investment. — [582, 643, 869, 691]
paragraph: Most of the trainers are fighting shy of Beckhampton for the present. Taylor sent out Flying Spear merely to test the strength of Darling's and R. C. Dawson's two-year-olds. He split the pair of them, but had no hope whatever of beating Black Friar, who will probably now be given a well-earned rest, and not asked for another effort in the Soltykoff Stakes at Newmarket on Tuesday. — [285, 439, 571, 584]
separator: • • • • — [985, 1821, 1056, 1832]
table-cell: 267 — [1445, 1064, 1462, 1075]
box-title: HORSES TO FOLLOW. — [932, 985, 1109, 1002]
paragraph: Broken Faith is not yet a spent force, but he is one that will be seen at his best when the going is yielding. — [879, 2267, 1162, 2316]
paragraph: After the City and Suburban his trainer decided to give him a long rest in the hope that he would recover his form, but changed his mind and ran him at Ascot, with a disastrous result. Pharos does not appear to be an attractive proposition for either race. The trainers themselves have not yet made — [582, 1294, 869, 1407]
odds: 13 to 8 — [1457, 173, 1489, 186]
table-cell: 333 — [1445, 1023, 1462, 1035]
table-cell: 12.13 — [1481, 1171, 1505, 1183]
table-cell: 16 — [1375, 1158, 1386, 1169]
paragraph: Assuming that the Hon. S. Lambton will reserve his best for Liverpool, there is a chance here of picking up a nice double event. — [582, 1046, 869, 1094]
closing-paragraph: Belsize and Robert Espagne are already well spoken of in connection with the Stewards' Cup at Goodwood. There will be rare confusion in betting circles some day over transactions on Donoghue's mounts if young Pat happens to beat the father, which it is not at all unlikely. — [1173, 2034, 1507, 2087]
paragraph: The Dullingham Stakes has fallen very flat with forfeit declared for thirty-two out of thirty-eight entries. This, of course, implies that the race is more or less of a "walk-over" for one or two, and no doubt it is Peresse's pair, Chosroes and Harry Off, which have been the cause of the poor acceptance. — [285, 785, 571, 898]
main-column-2 — [582, 340, 869, 2069]
table-cell: 23 — [1312, 1144, 1323, 1156]
table-cell: 124 — [1402, 1077, 1419, 1089]
table-cell: 17.33 — [1481, 1117, 1505, 1129]
silver-spur-byline: BY SILVER SPUR. — [649, 311, 801, 330]
table-cell: 14.65 — [1481, 1050, 1505, 1062]
column-rule — [577, 336, 578, 2136]
paragraph: Glennell swerved badly at Manchester, otherwise she would have won by much more than the official verdict of a length-and-a-half, and although there was keen bidding for her she was bought in for 420 guineas. Irish Dail may be the danger, but I regard the Trial Plate as a reasonably good thing for Glennell. — [879, 1428, 1162, 1541]
table-cell: 211 — [1445, 1077, 1462, 1089]
paragraph: Maid of Bath and Neigeuse are two Manton fillies which happen to be well at present, so that whatever Taylor sends along for the Falmouth Stakes should be returned the winner. — [285, 1398, 571, 1462]
placed-row — [1191, 386, 1489, 400]
whippeting-title: WHIPPETING. — [1263, 1189, 1417, 1213]
table-cell: 45 — [1312, 1037, 1323, 1048]
success-row — [1191, 342, 1489, 356]
paragraph: have most liking for Phalange, but believe that — [297, 1614, 561, 1630]
table-cell: 35 — [1375, 1091, 1386, 1102]
paragraph: But Darling can fall back upon another useful one in Margarita. This Charles O'Malley filly simply ran away from her field in the Queen Mary Stakes at Ascot. Whatever Beckhampton relies upon will be a hot favourite, and although there are a few other trainers will find a way out for their two-year-olds, and in this connection I am convinced that the best policy from now onwards would be to follow R. C. Dawson's lot. There are two "dark" ones down at Whatcombe, which, unfortunately, were not entered in the big events, but of these later. — [285, 588, 571, 781]
table-cell: 29 — [1312, 1104, 1323, 1115]
paragraph: Taylor holds the key to the season's Derby winner, at headquarters this July, and in the form shown by the outstanding event, and it is that I will not want a lot of winning. As the son of Phalaris the more I believe he is a big improvement and it is fancied it may be wanted for in his stake. I think Manna will win it comfortably. — [16, 1848, 273, 1977]
subheading: MARVEX AGAIN. — [922, 506, 1119, 532]
table-row — [1173, 1090, 1507, 1103]
table-row — [1173, 1063, 1507, 1076]
table-cell: 32 — [1375, 1037, 1386, 1048]
column-header: 1st — [1310, 1010, 1323, 1021]
paragraph: Actium was very lucky to beat our Forerunner in the Cumberland Plate, and if "The Monk" is well the Middleham trainer should know to a nicety whether he can have his revenge. — [879, 1150, 1162, 1215]
jockeys-title: WINNING JOCKEYS. — [1231, 972, 1449, 995]
result-paragraph: Tandridge Course Welter—HEAH, 4 to 1 agst. — [1183, 937, 1396, 949]
paragraph: ONE cannot be impressed with the fare at headquarters this week, but at the Surrey venue there are the Eclipse Stakes and Anniversary Cup to be decided, and they will attract considerable attention. In the former event Abe Taylor has a strong hand to play from, for he has no fewer than four horses engaged. — [16, 366, 273, 495]
table-cell: 15 — [1345, 1117, 1356, 1129]
table-cell: 34 — [1345, 1037, 1356, 1048]
